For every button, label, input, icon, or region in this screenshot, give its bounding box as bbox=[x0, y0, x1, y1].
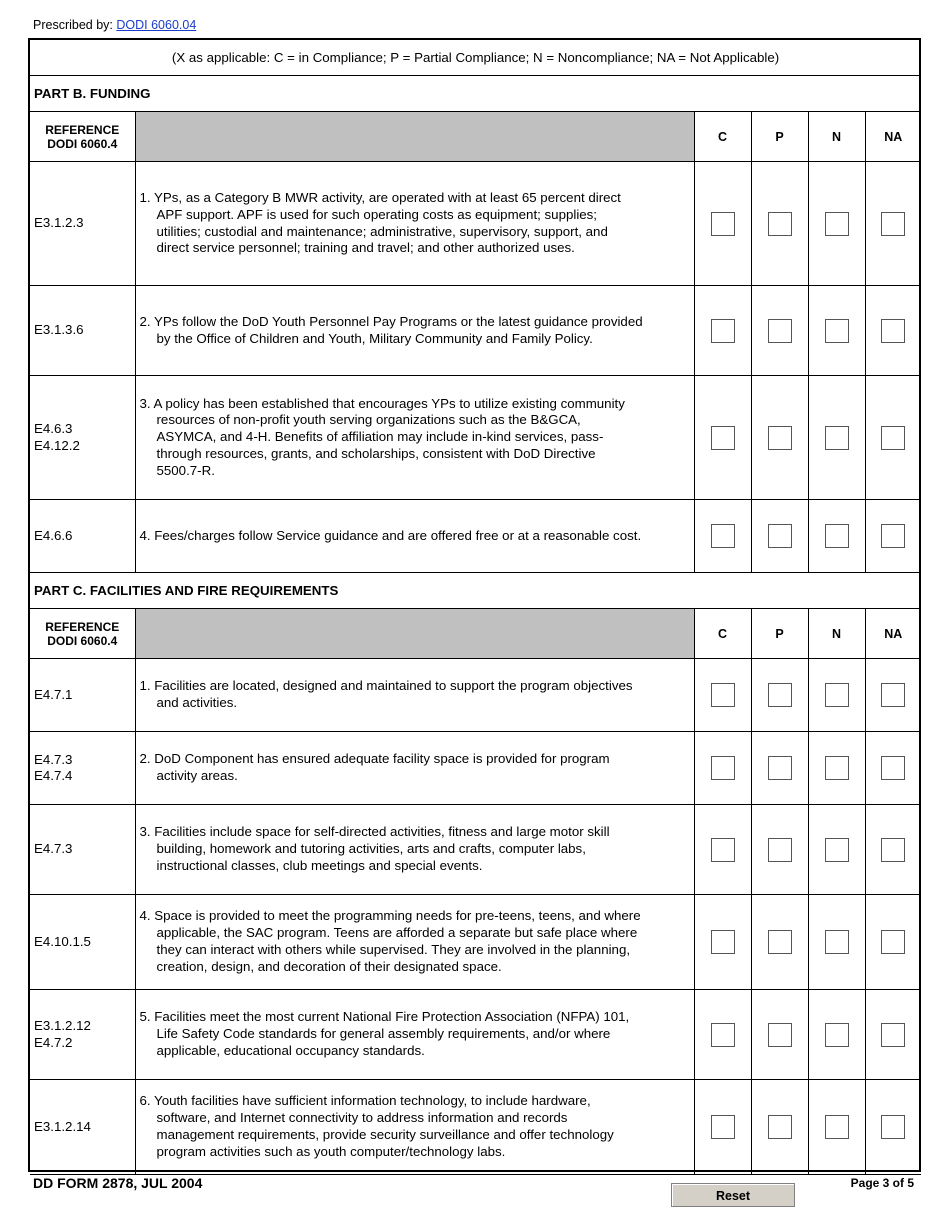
reference-code-2: E4.7.4 bbox=[34, 768, 73, 783]
compliance-na-checkbox[interactable] bbox=[881, 930, 905, 954]
compliance-n-checkbox[interactable] bbox=[825, 524, 849, 548]
requirement-text: 1. Facilities are located, designed and maintained to support the program objectives and activities. bbox=[139, 678, 633, 710]
compliance-n-checkbox[interactable] bbox=[825, 1115, 849, 1139]
col-p-header: P bbox=[751, 112, 808, 162]
reference-code: E4.7.3 bbox=[34, 751, 73, 767]
checklist-row bbox=[30, 990, 921, 1080]
checklist-row bbox=[30, 286, 921, 376]
reference-cell bbox=[30, 500, 135, 573]
requirement-text: 4. Fees/charges follow Service guidance and are offered free or at a reasonable cost. bbox=[139, 527, 642, 543]
compliance-p-checkbox[interactable] bbox=[768, 838, 792, 862]
checklist-row bbox=[30, 659, 921, 732]
reference-code: E3.1.2.14 bbox=[34, 1118, 91, 1134]
form-id: DD FORM 2878, JUL 2004 bbox=[33, 1175, 203, 1191]
col-n-header: N bbox=[808, 112, 865, 162]
reference-code: E3.1.3.6 bbox=[34, 322, 84, 338]
compliance-c-checkbox[interactable] bbox=[711, 212, 735, 236]
part-c-title: PART C. FACILITIES AND FIRE REQUIREMENTS bbox=[30, 573, 921, 609]
reference-label: REFERENCE bbox=[45, 122, 120, 137]
compliance-p-checkbox[interactable] bbox=[768, 319, 792, 343]
reset-button[interactable]: Reset bbox=[671, 1183, 795, 1207]
reference-code: E4.7.1 bbox=[34, 686, 73, 702]
requirement-cell bbox=[135, 895, 694, 990]
checklist-row bbox=[30, 805, 921, 895]
compliance-na-checkbox[interactable] bbox=[881, 683, 905, 707]
requirement-text: 3. A policy has been established that encourages YPs to utilize existing community resources of non-profit youth serving organizations such as the B&GCA, ASYMCA, and 4-H. Benefits of affiliation may include in-kind services, pass-through resources, grants, and scholarships, consistent with DoD Directive 5500.7-R. bbox=[139, 395, 625, 478]
requirement-cell bbox=[135, 500, 694, 573]
item-header bbox=[135, 609, 694, 659]
reference-cell bbox=[30, 1080, 135, 1175]
compliance-p-checkbox[interactable] bbox=[768, 930, 792, 954]
compliance-na-checkbox[interactable] bbox=[881, 212, 905, 236]
reference-cell bbox=[30, 659, 135, 732]
checklist-row bbox=[30, 895, 921, 990]
checklist-row bbox=[30, 1080, 921, 1175]
compliance-na-checkbox[interactable] bbox=[881, 838, 905, 862]
requirement-cell bbox=[135, 659, 694, 732]
page-number: Page 3 of 5 bbox=[850, 1176, 914, 1190]
reference-cell bbox=[30, 732, 135, 805]
compliance-n-checkbox[interactable] bbox=[825, 319, 849, 343]
compliance-c-checkbox[interactable] bbox=[711, 930, 735, 954]
compliance-n-checkbox[interactable] bbox=[825, 838, 849, 862]
compliance-c-checkbox[interactable] bbox=[711, 683, 735, 707]
compliance-c-checkbox[interactable] bbox=[711, 1023, 735, 1047]
requirement-text: 6. Youth facilities have sufficient information technology, to include hardware, software, and Internet connectivity to address information and records management requirements, provide security surveillance and offer technology program activities such as youth computer/technology labs. bbox=[139, 1093, 614, 1159]
requirement-cell bbox=[135, 286, 694, 376]
compliance-p-checkbox[interactable] bbox=[768, 212, 792, 236]
reference-code: E4.6.6 bbox=[34, 527, 73, 543]
reference-doc: DODI 6060.4 bbox=[47, 136, 118, 151]
requirement-text: 1. YPs, as a Category B MWR activity, are operated with at least 65 percent direct APF support. APF is used for such operating costs as equipment; supplies; utilities; custodial and maintenance; administrative, supervisory, support, and direct service personnel; training and travel; and other authorized uses. bbox=[139, 189, 621, 256]
part-b-title: PART B. FUNDING bbox=[30, 76, 921, 112]
compliance-n-checkbox[interactable] bbox=[825, 426, 849, 450]
compliance-c-checkbox[interactable] bbox=[711, 838, 735, 862]
compliance-p-checkbox[interactable] bbox=[768, 756, 792, 780]
compliance-na-checkbox[interactable] bbox=[881, 756, 905, 780]
requirement-cell bbox=[135, 162, 694, 286]
reference-doc: DODI 6060.4 bbox=[47, 633, 118, 648]
col-c-header: C bbox=[694, 609, 751, 659]
requirement-cell bbox=[135, 1080, 694, 1175]
prescribed-label: Prescribed by: bbox=[33, 18, 117, 32]
reference-cell bbox=[30, 162, 135, 286]
compliance-n-checkbox[interactable] bbox=[825, 212, 849, 236]
checklist-table bbox=[30, 40, 921, 1175]
compliance-p-checkbox[interactable] bbox=[768, 1023, 792, 1047]
compliance-n-checkbox[interactable] bbox=[825, 756, 849, 780]
requirement-cell bbox=[135, 805, 694, 895]
checklist-row bbox=[30, 500, 921, 573]
checklist-row bbox=[30, 162, 921, 286]
compliance-form bbox=[28, 38, 921, 1172]
requirement-text: 3. Facilities include space for self-directed activities, fitness and large motor skill building, homework and tutoring activities, arts and crafts, computer labs, instructional classes, club meetings and special events. bbox=[139, 824, 610, 873]
item-header bbox=[135, 112, 694, 162]
reference-header bbox=[30, 609, 135, 659]
reference-header bbox=[30, 112, 135, 162]
compliance-c-checkbox[interactable] bbox=[711, 319, 735, 343]
reference-code: E4.10.1.5 bbox=[34, 933, 91, 949]
requirement-text: 2. DoD Component has ensured adequate facility space is provided for program activity areas. bbox=[139, 751, 610, 783]
checklist-row bbox=[30, 376, 921, 500]
col-na-header: NA bbox=[865, 609, 921, 659]
col-n-header: N bbox=[808, 609, 865, 659]
requirement-cell bbox=[135, 990, 694, 1080]
requirement-cell bbox=[135, 376, 694, 500]
compliance-na-checkbox[interactable] bbox=[881, 1023, 905, 1047]
checklist-row bbox=[30, 732, 921, 805]
requirement-text: 4. Space is provided to meet the programming needs for pre-teens, teens, and where applicable, the SAC program. Teens are afforded a separate but safe place where they can interact with others while supervised. They are involved in the planning, creation, design, and decoration of their designated space. bbox=[139, 908, 641, 974]
compliance-c-checkbox[interactable] bbox=[711, 756, 735, 780]
reference-code: E4.6.3 bbox=[34, 421, 73, 436]
compliance-na-checkbox[interactable] bbox=[881, 319, 905, 343]
col-p-header: P bbox=[751, 609, 808, 659]
compliance-na-checkbox[interactable] bbox=[881, 426, 905, 450]
dodi-link[interactable]: DODI 6060.04 bbox=[116, 18, 197, 32]
reference-code: E3.1.2.3 bbox=[34, 215, 84, 231]
reference-code-2: E4.7.2 bbox=[34, 1034, 73, 1050]
compliance-p-checkbox[interactable] bbox=[768, 426, 792, 450]
compliance-legend: (X as applicable: C = in Compliance; P = Partial Compliance; N = Noncompliance; NA = Not Applicable) bbox=[30, 40, 921, 76]
compliance-n-checkbox[interactable] bbox=[825, 683, 849, 707]
reference-code: E3.1.2.12 bbox=[34, 1018, 91, 1033]
reference-code: E4.7.3 bbox=[34, 841, 73, 857]
compliance-p-checkbox[interactable] bbox=[768, 524, 792, 548]
col-na-header: NA bbox=[865, 112, 921, 162]
compliance-c-checkbox[interactable] bbox=[711, 524, 735, 548]
compliance-p-checkbox[interactable] bbox=[768, 683, 792, 707]
reference-cell bbox=[30, 286, 135, 376]
reference-cell bbox=[30, 895, 135, 990]
compliance-na-checkbox[interactable] bbox=[881, 524, 905, 548]
compliance-n-checkbox[interactable] bbox=[825, 930, 849, 954]
reference-cell bbox=[30, 805, 135, 895]
compliance-na-checkbox[interactable] bbox=[881, 1115, 905, 1139]
compliance-c-checkbox[interactable] bbox=[711, 1115, 735, 1139]
reference-cell bbox=[30, 990, 135, 1080]
col-c-header: C bbox=[694, 112, 751, 162]
compliance-p-checkbox[interactable] bbox=[768, 1115, 792, 1139]
reference-cell bbox=[30, 376, 135, 500]
requirement-text: 5. Facilities meet the most current National Fire Protection Association (NFPA) 101, Life Safety Code standards for general assembly requirements, and/or where applicable, educational occupancy standards. bbox=[139, 1009, 630, 1058]
reference-code-2: E4.12.2 bbox=[34, 437, 80, 453]
compliance-n-checkbox[interactable] bbox=[825, 1023, 849, 1047]
prescribed-by bbox=[33, 18, 196, 32]
compliance-c-checkbox[interactable] bbox=[711, 426, 735, 450]
requirement-cell bbox=[135, 732, 694, 805]
reference-label: REFERENCE bbox=[45, 619, 120, 634]
requirement-text: 2. YPs follow the DoD Youth Personnel Pay Programs or the latest guidance provided by the Office of Children and Youth, Military Community and Family Policy. bbox=[139, 313, 643, 346]
